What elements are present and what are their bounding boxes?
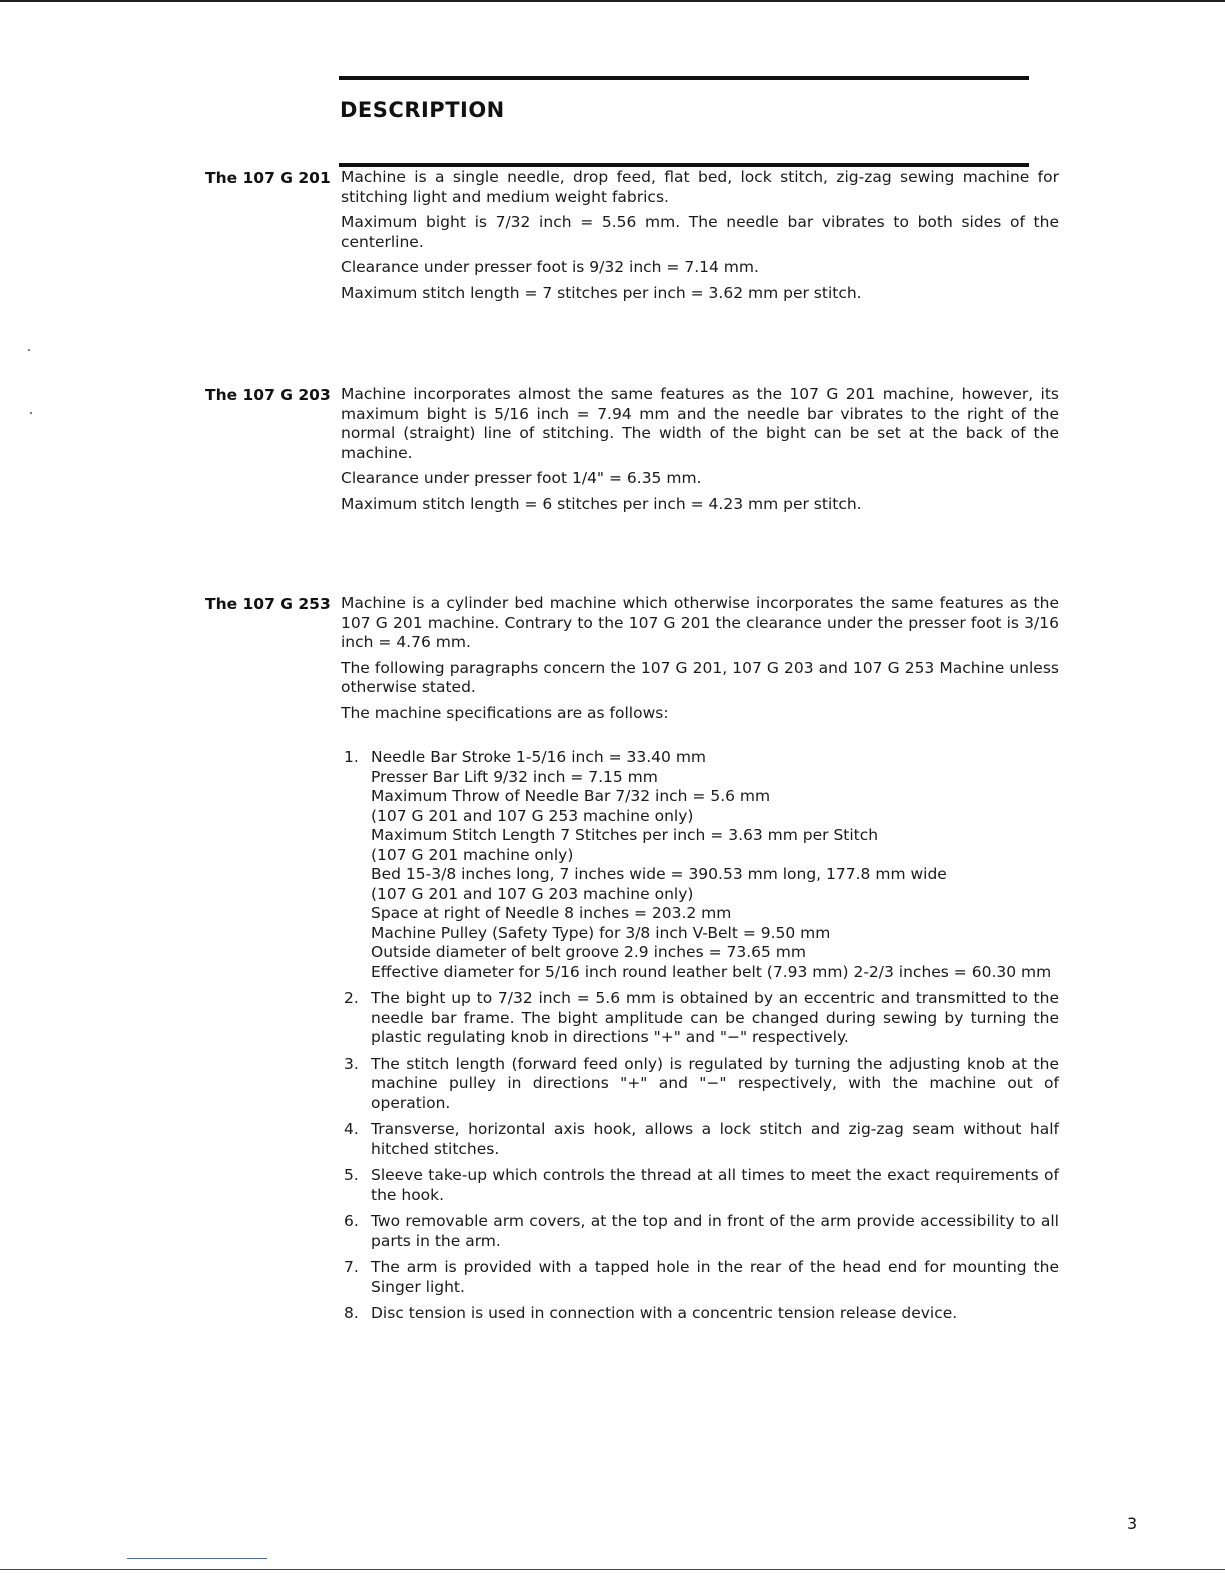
spec-text: Disc tension is used in connection with a concentric tension release device.	[371, 1304, 958, 1322]
section-body	[341, 385, 1059, 514]
spec-line: Machine Pulley (Safety Type) for 3/8 inch V-Belt = 9.50 mm	[371, 923, 831, 942]
spec-item	[341, 1166, 1059, 1205]
scan-mark	[30, 412, 32, 414]
spec-line: Space at right of Needle 8 inches = 203.2 mm	[371, 904, 732, 922]
spec-line: Bed 15-3/8 inches long, 7 inches wide = 390.53 mm long, 177.8 mm wide	[371, 865, 947, 883]
spec-number: 2.	[344, 989, 359, 1007]
spec-item	[341, 748, 1059, 982]
spec-text: The stitch length (forward feed only) is regulated by turning the adjusting knob at the machine pulley in directions "+" and "−" respectively, with the machine out of operation.	[371, 1054, 1059, 1112]
page-number: 3	[1127, 1514, 1138, 1533]
spec-number: 7.	[344, 1258, 359, 1276]
spec-item	[341, 1055, 1059, 1114]
page-heading: DESCRIPTION	[340, 98, 505, 122]
spec-number: 3.	[344, 1054, 359, 1073]
spec-item	[341, 1120, 1059, 1159]
paragraph: The machine specifications are as follows:	[341, 703, 669, 722]
model-label: The 107 G 201	[205, 169, 331, 187]
section-body	[341, 594, 1059, 1324]
spec-text: Sleeve take-up which controls the thread at all times to meet the exact requirements of the hook.	[371, 1166, 1059, 1204]
heading-rule-bottom	[339, 163, 1029, 167]
spec-item	[341, 989, 1059, 1048]
model-label: The 107 G 203	[205, 386, 331, 404]
section-107g201	[205, 168, 1060, 309]
spec-line: (107 G 201 and 107 G 253 machine only)	[371, 806, 694, 825]
heading-rule-top	[339, 76, 1029, 80]
spec-item	[341, 1212, 1059, 1251]
spec-line: Presser Bar Lift 9/32 inch = 7.15 mm	[371, 767, 658, 786]
paragraph: Machine is a single needle, drop feed, flat bed, lock stitch, zig-zag sewing machine for stitching light and medium weight fabrics.	[341, 168, 1059, 206]
specifications-list	[341, 748, 1059, 1324]
page-top-edge	[0, 0, 1225, 2]
paragraph: Maximum bight is 7/32 inch = 5.56 mm. The needle bar vibrates to both sides of the centerline.	[341, 213, 1059, 251]
spec-number: 5.	[344, 1166, 359, 1184]
scan-blue-line	[127, 1558, 267, 1559]
paragraph: Clearance under presser foot 1/4" = 6.35 mm.	[341, 469, 702, 487]
spec-number: 1.	[344, 748, 359, 766]
spec-line: Needle Bar Stroke 1-5/16 inch = 33.40 mm	[371, 748, 707, 766]
spec-line: (107 G 201 and 107 G 203 machine only)	[371, 884, 694, 903]
page-bottom-edge	[0, 1569, 1225, 1570]
paragraph: The following paragraphs concern the 107 G 201, 107 G 203 and 107 G 253 Machine unless otherwise stated.	[341, 658, 1059, 696]
spec-number: 4.	[344, 1120, 359, 1138]
spec-number: 6.	[344, 1212, 359, 1230]
spec-item	[341, 1258, 1059, 1297]
section-107g253	[205, 594, 1060, 1331]
spec-line: Maximum Stitch Length 7 Stitches per inch = 3.63 mm per Stitch	[371, 826, 879, 844]
spec-line: Outside diameter of belt groove 2.9 inches = 73.65 mm	[371, 943, 807, 961]
spec-line: (107 G 201 machine only)	[371, 845, 574, 864]
paragraph: Maximum stitch length = 7 stitches per inch = 3.62 mm per stitch.	[341, 283, 862, 302]
spec-line: Effective diameter for 5/16 inch round leather belt (7.93 mm) 2-2/3 inches = 60.30 mm	[371, 962, 1052, 981]
paragraph: Machine incorporates almost the same features as the 107 G 201 machine, however, its maximum bight is 5/16 inch = 7.94 mm and the needle bar vibrates to the right of the normal (straight) line of stitching. The width of the bight can be set at the back of the machine.	[341, 385, 1059, 462]
paragraph: Clearance under presser foot is 9/32 inch = 7.14 mm.	[341, 258, 759, 276]
paragraph: Maximum stitch length = 6 stitches per inch = 4.23 mm per stitch.	[341, 494, 862, 513]
spec-line: Maximum Throw of Needle Bar 7/32 inch = 5.6 mm	[371, 787, 771, 805]
spec-text: The arm is provided with a tapped hole in the rear of the head end for mounting the Singer light.	[371, 1258, 1059, 1296]
section-107g203	[205, 385, 1060, 520]
spec-text: Two removable arm covers, at the top and in front of the arm provide accessibility to all parts in the arm.	[371, 1212, 1059, 1250]
spec-number: 8.	[344, 1304, 359, 1322]
model-label: The 107 G 253	[205, 595, 331, 613]
spec-text: The bight up to 7/32 inch = 5.6 mm is obtained by an eccentric and transmitted to the needle bar frame. The bight amplitude can be changed during sewing by turning the plastic regulating knob in directions "+" and "−" respectively.	[371, 989, 1059, 1046]
scan-mark	[28, 349, 30, 351]
paragraph: Machine is a cylinder bed machine which otherwise incorporates the same features as the 107 G 201 machine. Contrary to the 107 G 201 the clearance under the presser foot is 3/16 inch = 4.76 mm.	[341, 594, 1059, 651]
spec-text: Transverse, horizontal axis hook, allows a lock stitch and zig-zag seam without half hitched stitches.	[371, 1120, 1059, 1158]
spec-item	[341, 1304, 1059, 1324]
section-body	[341, 168, 1059, 303]
